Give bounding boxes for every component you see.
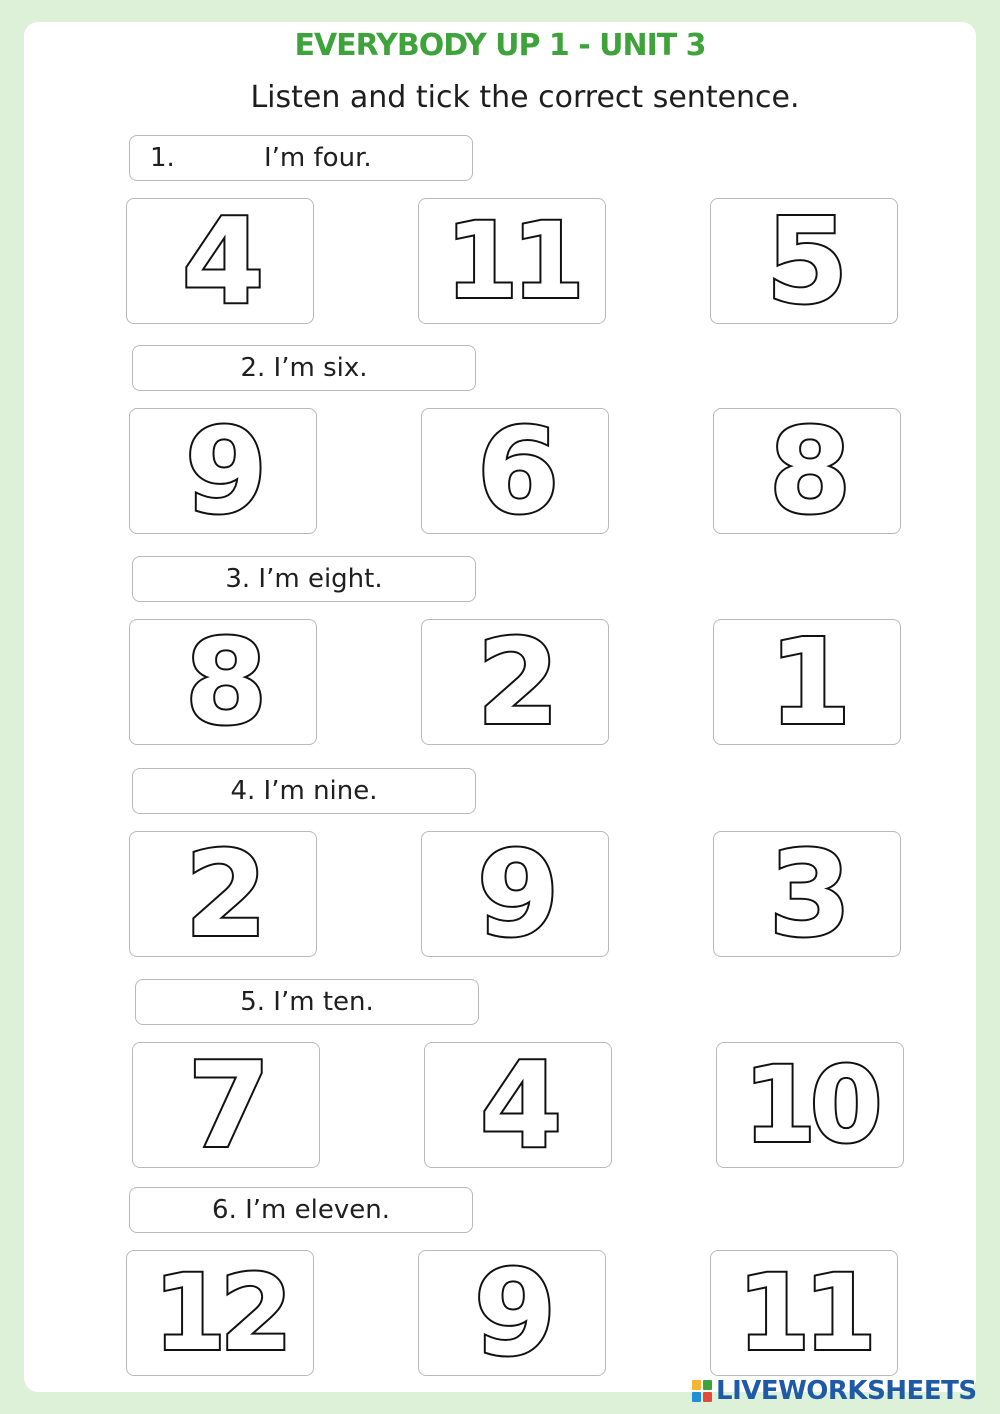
sentence-text: 6. I’m eleven.: [212, 1195, 390, 1225]
option-box[interactable]: [126, 1250, 314, 1376]
option-box[interactable]: [132, 1042, 320, 1168]
number-digit: 10: [743, 1044, 877, 1166]
number-digit: 6: [476, 408, 554, 534]
number-digit: 5: [765, 198, 843, 324]
option-box[interactable]: [713, 831, 901, 957]
sentence-box-1: [129, 135, 473, 181]
option-box[interactable]: [424, 1042, 612, 1168]
instruction-text: Listen and tick the correct sentence.: [250, 80, 800, 115]
option-box[interactable]: [418, 1250, 606, 1376]
option-box[interactable]: [418, 198, 606, 324]
option-box[interactable]: [129, 831, 317, 957]
option-box[interactable]: [129, 408, 317, 534]
option-box[interactable]: [421, 831, 609, 957]
worksheet-title: EVERYBODY UP 1 - UNIT 3: [294, 28, 706, 63]
number-digit: 8: [768, 408, 846, 534]
number-digit: 12: [153, 1252, 287, 1374]
option-box[interactable]: [713, 408, 901, 534]
number-digit: 11: [737, 1252, 871, 1374]
option-box[interactable]: [129, 619, 317, 745]
sentence-box-5: [135, 979, 479, 1025]
sentence-box-6: [129, 1187, 473, 1233]
option-box[interactable]: [710, 1250, 898, 1376]
sentence-box-2: [132, 345, 476, 391]
sentence-text: 4. I’m nine.: [230, 776, 378, 806]
number-digit: 11: [445, 200, 579, 322]
sentence-box-4: [132, 768, 476, 814]
option-box[interactable]: [421, 408, 609, 534]
sentence-text: 2. I’m six.: [240, 353, 368, 383]
option-box[interactable]: [713, 619, 901, 745]
sentence-text: 5. I’m ten.: [240, 987, 374, 1017]
option-box[interactable]: [716, 1042, 904, 1168]
number-digit: 9: [473, 1250, 551, 1376]
option-box[interactable]: [126, 198, 314, 324]
option-box[interactable]: [421, 619, 609, 745]
number-digit: 2: [184, 831, 262, 957]
question-number: 1.: [150, 143, 175, 173]
number-digit: 8: [184, 619, 262, 745]
brand-name: LIVEWORKSHEETS: [716, 1376, 977, 1406]
number-digit: 1: [768, 619, 846, 745]
number-digit: 7: [187, 1042, 265, 1168]
number-digit: 4: [181, 198, 259, 324]
number-digit: 3: [768, 831, 846, 957]
liveworksheets-logo[interactable]: [692, 1376, 977, 1406]
number-digit: 4: [479, 1042, 557, 1168]
number-digit: 9: [476, 831, 554, 957]
option-box[interactable]: [710, 198, 898, 324]
number-digit: 2: [476, 619, 554, 745]
sentence-text: 3. I’m eight.: [225, 564, 383, 594]
sentence-text: I’m four.: [264, 143, 372, 173]
number-digit: 9: [184, 408, 262, 534]
liveworksheets-logo-icon: [692, 1380, 712, 1402]
sentence-box-3: [132, 556, 476, 602]
